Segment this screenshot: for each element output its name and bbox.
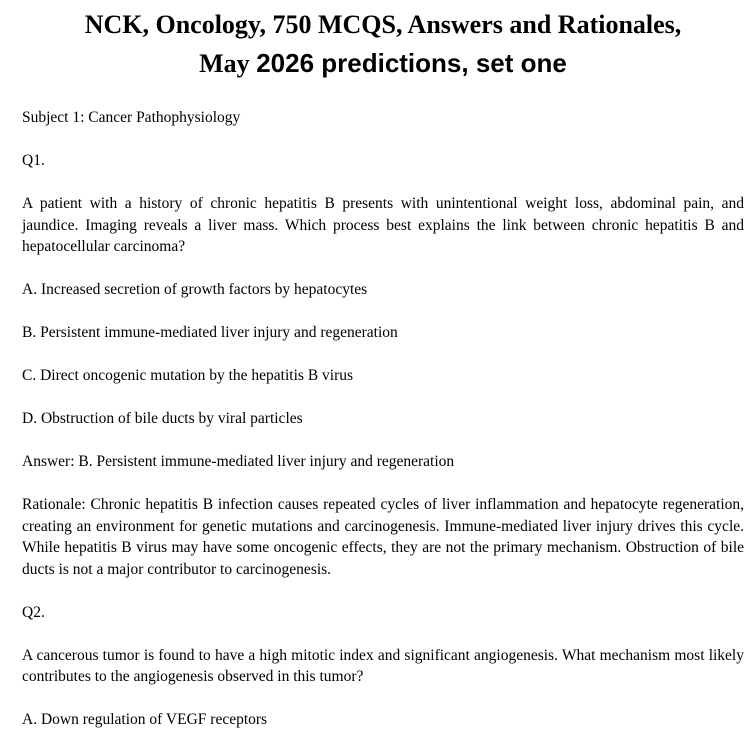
q2-question-text: A cancerous tumor is found to have a high mitotic index and significant angiogenesis. What mechanism most likely contributes to the angiogenesis observed in this tumor? [22,646,744,685]
title-line-2-sans-part: 2026 predictions, set one [256,48,567,78]
q1-option-d: D. Obstruction of bile ducts by viral particles [22,410,303,427]
q1-rationale: Rationale: Chronic hepatitis B infection causes repeated cycles of liver inflammation and hepatocyte regeneration, creating an environment for genetic mutations and carcinogenesis. Immune-mediated liver injury drives this cycle. While hepatitis B virus may have some oncogenic effects, they are not the primary mechanism. Obstruction of bile ducts is not a major contributor to carcinogenesis. [22,496,744,578]
document-page [0,6,750,756]
title-line-1: NCK, Oncology, 750 MCQS, Answers and Rationales, [84,10,682,39]
subject-heading: Subject 1: Cancer Pathophysiology [22,109,241,126]
q2-option-a: A. Down regulation of VEGF receptors [22,711,268,728]
q2-label: Q2. [22,603,45,621]
title-line-2 [22,44,744,83]
q1-option-c: C. Direct oncogenic mutation by the hepatitis B virus [22,367,354,384]
q1-option-a: A. Increased secretion of growth factors by hepatocytes [22,281,368,298]
q1-option-b: B. Persistent immune-mediated liver injury and regeneration [22,324,398,341]
q1-label: Q1. [22,152,45,169]
title-line-2-serif-part: May [199,49,257,78]
q1-answer: Answer: B. Persistent immune-mediated liver injury and regeneration [22,453,455,470]
page-title [22,6,744,83]
q1-question-text: A patient with a history of chronic hepatitis B presents with unintentional weight loss, abdominal pain, and jaundice. Imaging reveals a liver mass. Which process best explains the link between chronic hepatitis B and hepatocellular carcinoma? [22,195,744,255]
